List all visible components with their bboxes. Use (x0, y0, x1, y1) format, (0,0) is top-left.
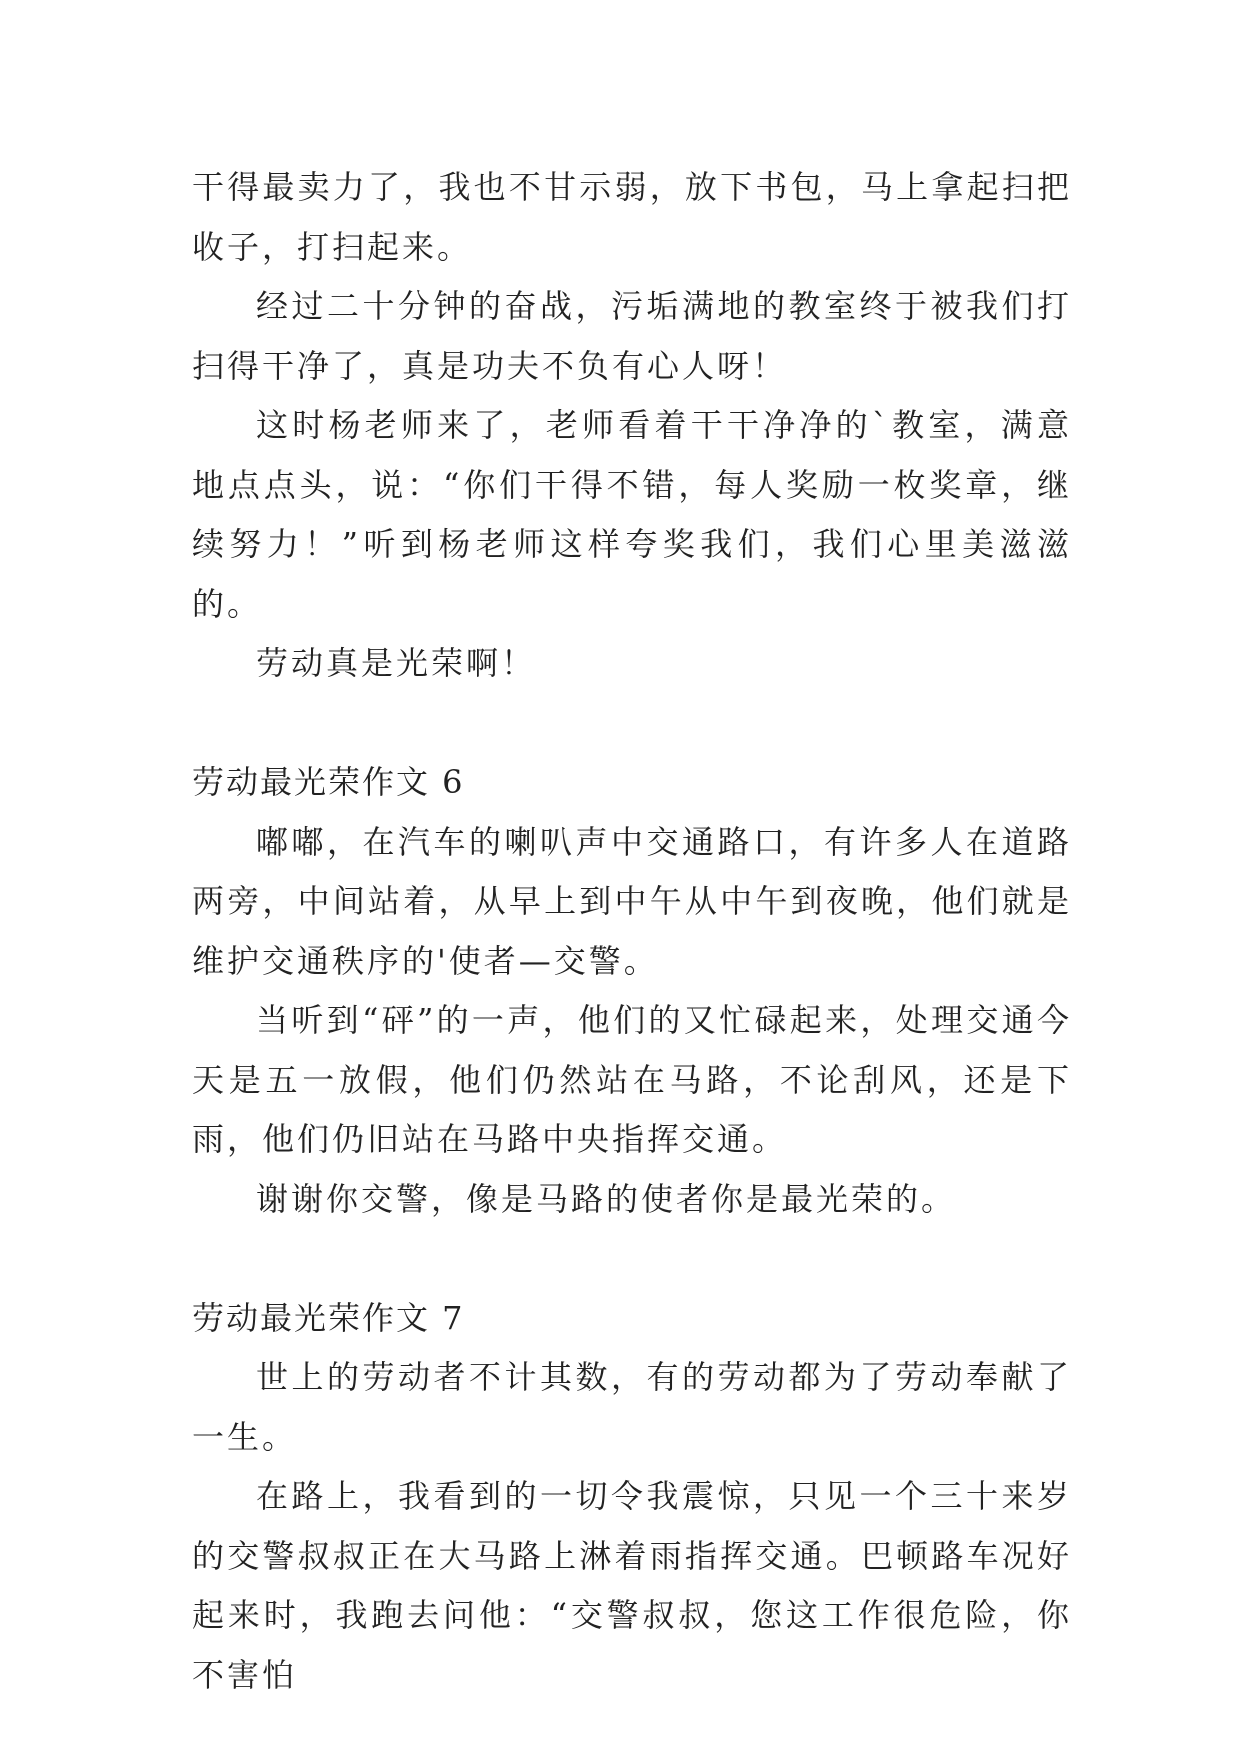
document-body (192, 158, 1072, 1705)
paragraph-4: 劳动真是光荣啊！ (256, 644, 537, 682)
section-heading-7: 劳动最光荣作文 7 (192, 1298, 465, 1337)
section-heading-6: 劳动最光荣作文 6 (192, 763, 465, 801)
paragraph-2: 经过二十分钟的奋战，污垢满地的教室终于被我们打扫得干净了，真是功夫不负有心人呀！ (192, 287, 1072, 385)
paragraph-3: 这时杨老师来了，老师看着干干净净的`教室，满意地点点头，说：“你们干得不错，每人奖励一枚奖章，继续努力！”听到杨老师这样夸奖我们，我们心里美滋滋的。 (192, 406, 1072, 623)
paragraph-7: 谢谢你交警，像是马路的使者你是最光荣的。 (256, 1179, 957, 1218)
paragraph-1: 干得最卖力了，我也不甘示弱，放下书包，马上拿起扫把收子，打扫起来。 (192, 168, 1072, 266)
paragraph-6: 当听到“砰”的一声，他们的又忙碌起来，处理交通今天是五一放假，他们仍然站在马路，不论刮风，还是下雨，他们仍旧站在马路中央指挥交通。 (192, 1001, 1072, 1158)
paragraph-9: 在路上，我看到的一切令我震惊，只见一个三十来岁的交警叔叔正在大马路上淋着雨指挥交通。巴顿路车况好起来时，我跑去问他：“交警叔叔，您这工作很危险，你不害怕 (192, 1477, 1072, 1694)
paragraph-5: 嘟嘟，在汽车的喇叭声中交通路口，有许多人在道路两旁，中间站着，从早上到中午从中午到夜晚，他们就是维护交通秩序的'使者—交警。 (192, 822, 1072, 980)
paragraph-8: 世上的劳动者不计其数，有的劳动都为了劳动奉献了一生。 (192, 1358, 1072, 1456)
